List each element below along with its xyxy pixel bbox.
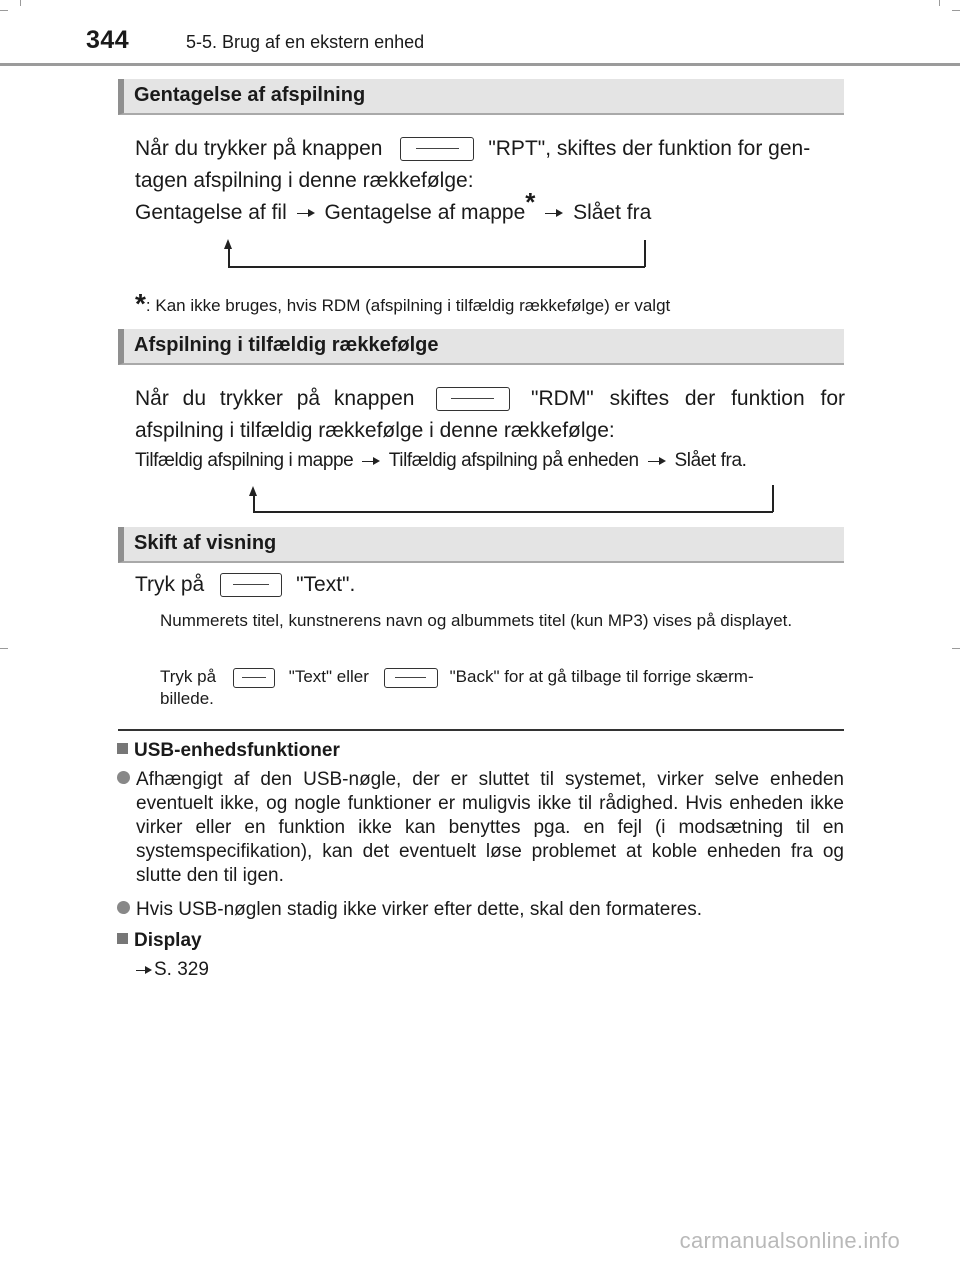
text: Når du trykker på knappen — [135, 387, 415, 410]
text: "RDM" skiftes der funktion for — [531, 387, 845, 410]
loop-line — [253, 511, 773, 513]
text: tagen afspilning i denne rækkefølge: — [135, 169, 474, 192]
crop-mark — [952, 648, 960, 649]
random-paragraph — [135, 383, 845, 447]
loop-line — [228, 248, 230, 267]
page-reference-link[interactable]: S. 329 — [154, 959, 209, 980]
repeat-sequence — [135, 187, 845, 229]
display-paragraph — [135, 569, 355, 601]
display-sub2 — [160, 666, 844, 710]
loop-line — [228, 266, 645, 268]
display-ref — [117, 958, 844, 982]
section-header-display — [118, 527, 844, 563]
sequence-item: Slået fra. — [674, 450, 747, 471]
text: "Text" eller — [288, 667, 369, 686]
text: Når du trykker på knappen — [135, 137, 383, 160]
sequence-item: Gentagelse af fil — [135, 201, 287, 224]
usb-bullet — [117, 768, 844, 888]
section-header-random — [118, 329, 844, 365]
text-button-icon — [220, 573, 282, 597]
repeat-paragraph — [135, 133, 845, 229]
rpt-button-icon — [400, 137, 474, 161]
crop-mark — [20, 0, 21, 6]
section-title: Afspilning i tilfældig rækkefølge — [134, 334, 439, 356]
text: afspilning i tilfældig rækkefølge i denne rækkefølge: — [135, 419, 615, 442]
usb-bullet — [117, 898, 844, 922]
crop-mark — [939, 0, 940, 6]
back-button-icon — [384, 668, 438, 688]
text: "Text". — [296, 573, 356, 596]
running-head: 5-5. Brug af en ekstern enhed — [186, 32, 425, 52]
text: Afhængigt af den USB-nøgle, der er sluttet til systemet, virker selve enheden eventuelt ikke, og nogle funktioner er muligvis ikke til rådighed. Hvis enheden ikke virker eller en funktion ikke kan benyttes pga. en fejl (i modsætning til en systemspecifikation), kan det eventuelt løse problemet at koble enheden fra og slutte den til igen. — [136, 769, 844, 886]
asterisk: * — [135, 288, 146, 319]
section-title: Skift af visning — [134, 532, 277, 554]
crop-mark — [952, 10, 960, 11]
round-bullet-icon — [117, 771, 130, 784]
crop-mark — [0, 10, 8, 11]
round-bullet-icon — [117, 901, 130, 914]
asterisk: * — [525, 187, 536, 217]
header-rule — [0, 63, 960, 66]
sequence-item: Tilfældig afspilning på enheden — [388, 450, 639, 471]
display-heading — [117, 929, 844, 953]
square-bullet-icon — [117, 743, 128, 754]
crop-mark — [0, 648, 8, 649]
rdm-button-icon — [436, 387, 510, 411]
text: billede. — [160, 689, 214, 708]
sequence-item: Gentagelse af mappe — [324, 201, 526, 224]
section-header-repeat — [118, 79, 844, 115]
text: Hvis USB-nøglen stadig ikke virker efter dette, skal den formateres. — [136, 899, 703, 920]
notes — [117, 739, 844, 982]
sequence-item: Tilfældig afspilning i mappe — [135, 450, 354, 471]
page-number: 344 — [86, 26, 130, 54]
random-sequence — [135, 450, 747, 472]
footnote — [135, 286, 670, 318]
sequence-item: Slået fra — [573, 201, 652, 224]
loop-line — [772, 485, 774, 512]
watermark: carmanualsonline.info — [679, 1228, 900, 1253]
text: USB-enhedsfunktioner — [134, 740, 340, 761]
text: Tryk på — [160, 667, 217, 686]
text: "RPT", skiftes der funktion for gen- — [488, 137, 811, 160]
text: Display — [134, 930, 202, 951]
text: "Back" for at gå tilbage til forrige skærm- — [449, 667, 754, 686]
display-sub1: Nummerets titel, kunstnerens navn og albummets titel (kun MP3) vises på displayet. — [160, 611, 793, 630]
loop-line — [253, 495, 255, 512]
notes-divider — [118, 729, 844, 731]
text: Tryk på — [135, 573, 205, 596]
footnote-text: : Kan ikke bruges, hvis RDM (afspilning i tilfældig rækkefølge) er valgt — [145, 296, 671, 315]
section-title: Gentagelse af afspilning — [134, 84, 366, 106]
square-bullet-icon — [117, 933, 128, 944]
usb-heading — [117, 739, 844, 763]
loop-line — [644, 240, 646, 267]
text-button-icon — [233, 668, 275, 688]
